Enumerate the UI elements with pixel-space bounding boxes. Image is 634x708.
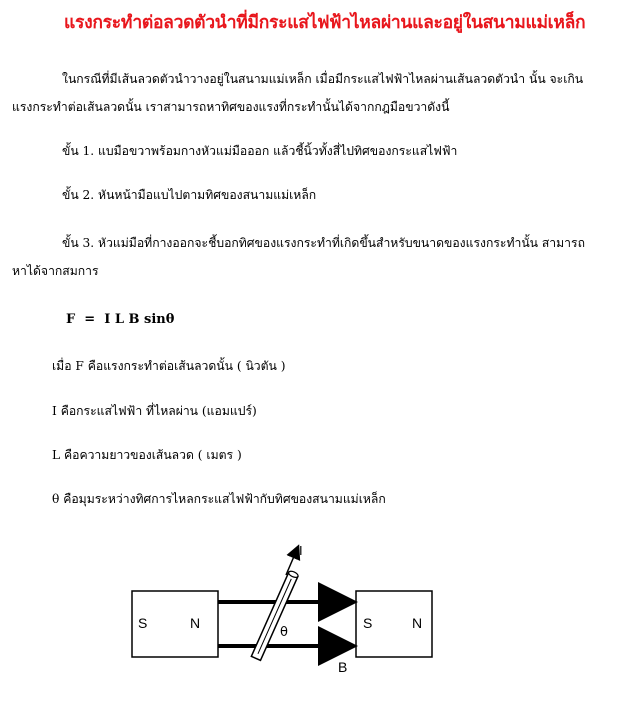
step-3-line-1: ขั้น 3. หัวแม่มือที่กางออกจะชี้บอกทิศของแรงกระทำที่เกิดขึ้นสำหรับขนาดของแรงกระทำนั้น สามารถ <box>62 236 585 250</box>
definition-force: เมื่อ F คือแรงกระทำต่อเส้นลวดนั้น ( นิวตัน ) <box>52 359 286 373</box>
left-magnet-n-pole: N <box>190 615 201 631</box>
definition-current: I คือกระแสไฟฟ้า ที่ไหลผ่าน (แอมแปร์) <box>52 404 257 418</box>
angle-label: θ <box>280 625 288 640</box>
step-3-line-2: หาได้จากสมการ <box>12 264 99 278</box>
intro-line-1: ในกรณีที่มีเส้นลวดตัวนำวางอยู่ในสนามแม่เหล็ก เมื่อมีกระแสไฟฟ้าไหลผ่านเส้นลวดตัวนำ นั้น จะเกิน <box>62 72 584 86</box>
intro-line-2: แรงกระทำต่อเส้นลวดนั้น เราสามารถหาทิศของแรงที่กระทำนั้นได้จากกฎมือขวาดังนี้ <box>12 100 450 114</box>
force-formula: F = I L B sinθ <box>66 312 175 327</box>
field-label: B <box>338 659 348 675</box>
definition-length: L คือความยาวของเส้นลวด ( เมตร ) <box>52 448 242 462</box>
step-2: ขั้น 2. หันหน้ามือแบไปตามทิศของสนามแม่เหล็ก <box>62 188 317 202</box>
current-label: I <box>299 543 303 558</box>
right-magnet-n-pole: N <box>412 615 423 631</box>
page-title: แรงกระทำต่อลวดตัวนำที่มีกระแสไฟฟ้าไหลผ่านและอยู่ในสนามแม่เหล็ก <box>64 13 586 33</box>
right-magnet-s-pole: S <box>363 615 373 631</box>
definition-angle: θ คือมุมระหว่างทิศการไหลกระแสไฟฟ้ากับทิศของสนามแม่เหล็ก <box>52 492 386 506</box>
left-magnet-s-pole: S <box>138 615 148 631</box>
magnetic-field-diagram <box>120 535 450 680</box>
step-1: ขั้น 1. แบมือขวาพร้อมกางหัวแม่มือออก แล้วชี้นิ้วทั้งสี่ไปทิศของกระแสไฟฟ้า <box>62 144 458 158</box>
